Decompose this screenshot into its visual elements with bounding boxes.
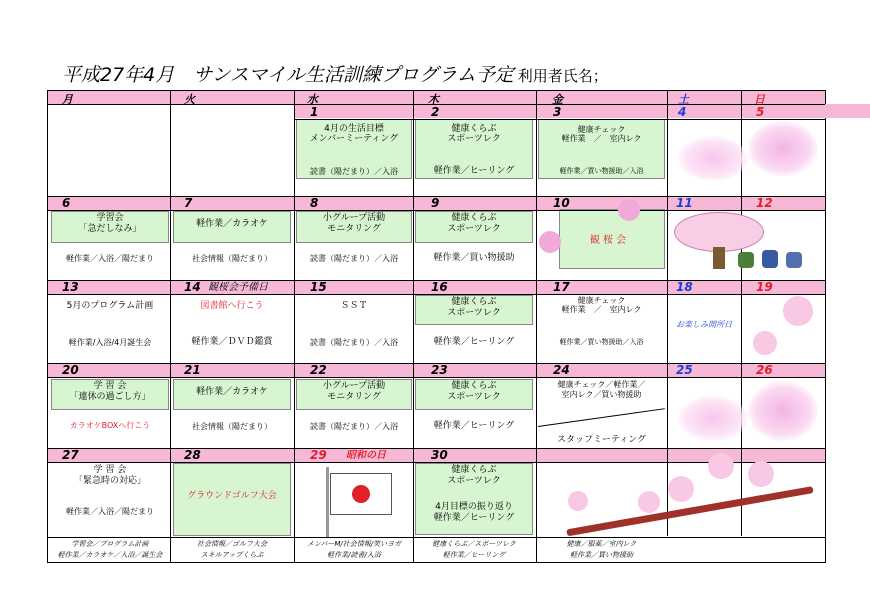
tree-trunk-icon: [713, 247, 725, 269]
w1-fri-3: 軽作業／買い物援助／入浴: [559, 167, 644, 175]
w4-wed-1: 小グループ活動: [322, 381, 386, 391]
footer-tue-2: スキルアップくらぶ: [200, 551, 264, 559]
date-18: 18: [676, 280, 693, 294]
w4-wed-3: 読書（陽だまり）／入浴: [310, 422, 398, 431]
w5-mon-3: 軽作業／入浴／陽だまり: [66, 507, 154, 516]
date-28: 28: [184, 448, 201, 462]
w4-thu-2: スポーツレク: [447, 392, 501, 402]
date-14: 14: [184, 280, 201, 294]
w1-thu-3: 軽作業／ヒーリング: [433, 166, 515, 176]
day-sat: 土: [678, 93, 689, 106]
day-mon: 月: [62, 93, 73, 106]
date-5: 5: [756, 105, 765, 119]
blossom-icon: [539, 231, 561, 253]
w2-tue-1: 軽作業／カラオケ: [196, 219, 268, 229]
calendar: [47, 90, 826, 563]
date-26: 26: [756, 363, 773, 377]
day-tue: 火: [184, 93, 195, 106]
footer-fri-2: 軽作業／買い物援助: [570, 551, 633, 559]
w3-fri-1: 健康チェック: [577, 296, 626, 305]
w1-wed-1: 4月の生活目標: [324, 124, 384, 134]
w1-wed-3: 読書（陽だまり）／入浴: [310, 167, 398, 176]
w2-mon-2: 「急だしなみ」: [78, 224, 142, 234]
sakura-decoration: [678, 136, 748, 181]
flag-pole-icon: [326, 467, 329, 537]
w2-wed-3: 読書（陽だまり）／入浴: [310, 254, 398, 263]
blossom-icon: [748, 461, 774, 487]
date-7: 7: [184, 196, 193, 210]
w1-fri-2: 軽作業 ／ 室内レク: [561, 134, 642, 143]
w4-mon-2: 「連休の過ごし方」: [69, 392, 151, 402]
day-fri: 金: [552, 93, 563, 106]
w4-wed-2: モニタリング: [327, 392, 381, 402]
w2-thu-3: 軽作業／買い物援助: [433, 253, 515, 263]
w5-wed-header: 昭和の日: [346, 450, 386, 461]
date-29: 29: [310, 448, 327, 462]
w3-fri-3: 軽作業／買い物援助／入浴: [559, 338, 644, 346]
w2-tue-2: 社会情報（陽だまり）: [192, 254, 272, 263]
date-17: 17: [553, 280, 570, 294]
w5-thu-3: 4月目標の振り返り: [435, 502, 513, 512]
w3-thu-3: 軽作業／ヒーリング: [433, 337, 515, 347]
title-main: 平成27年4月 サンスマイル生活訓練プログラム予定: [62, 64, 514, 86]
blossom-icon: [668, 476, 694, 502]
w2-fri-event: 観 桜 会: [589, 235, 627, 246]
w2-thu-2: スポーツレク: [447, 224, 501, 234]
date-22: 22: [310, 363, 327, 377]
footer-thu-2: 軽作業／ヒーリング: [442, 551, 506, 559]
footer-tue-1: 社会情報／ゴルフ大会: [197, 540, 267, 548]
w4-fri-1: 健康チェック／軽作業／: [557, 380, 646, 389]
w1-thu-2: スポーツレク: [447, 134, 501, 144]
blossom-icon: [638, 491, 660, 513]
date-13: 13: [62, 280, 79, 294]
page-title: [62, 60, 608, 87]
w4-fri-3: スタッフミーティング: [556, 435, 647, 445]
w2-wed-1: 小グループ活動: [322, 213, 386, 223]
w4-mon-3: カラオケBOXへ行こう: [69, 421, 151, 430]
date-11: 11: [676, 196, 693, 210]
date-9: 9: [431, 196, 440, 210]
people-icon: [738, 246, 812, 268]
w5-tue-1: グラウンドゴルフ大会: [187, 491, 277, 501]
day-thu: 木: [428, 93, 439, 106]
w3-tue-2: 軽作業／ＤＶＤ鑑賞: [191, 337, 273, 347]
w5-thu-2: スポーツレク: [447, 476, 501, 486]
w3-wed-1: ＳＳＴ: [340, 301, 368, 311]
date-10: 10: [553, 196, 570, 210]
footer-thu-1: 健康くらぶ／スポーツレク: [432, 540, 516, 548]
blossom-icon: [618, 199, 640, 221]
date-16: 16: [431, 280, 448, 294]
date-1: 1: [310, 105, 319, 119]
date-2: 2: [431, 105, 440, 119]
date-15: 15: [310, 280, 327, 294]
w4-fri-2: 室内レク／買い物援助: [561, 390, 642, 399]
w2-mon-3: 軽作業／入浴／陽だまり: [66, 254, 154, 263]
w4-thu-1: 健康くらぶ: [451, 381, 497, 391]
w1-wed-2: メンバーミーティング: [309, 134, 399, 144]
week1-band: [294, 104, 870, 118]
w3-thu-2: スポーツレク: [447, 308, 501, 318]
w2-thu-1: 健康くらぶ: [451, 213, 497, 223]
w3-mon-1: 5月のプログラム計画: [66, 301, 154, 311]
blossom-icon: [783, 296, 813, 326]
w3-sat-event: お楽しみ開所日: [676, 320, 732, 329]
w3-mon-2: 軽作業/入浴/4月誕生会: [68, 338, 152, 347]
date-20: 20: [62, 363, 79, 377]
w5-mon-1: 学 習 会: [93, 465, 127, 475]
date-23: 23: [431, 363, 448, 377]
japan-flag-icon: [330, 473, 392, 515]
footer-mon-2: 軽作業／カラオケ／入浴／誕生会: [57, 551, 163, 559]
date-25: 25: [676, 363, 693, 377]
title-sub: 利用者氏名；: [517, 67, 608, 85]
divider-line: [538, 408, 665, 427]
day-wed: 水: [307, 93, 318, 106]
day-sun: 日: [754, 93, 765, 106]
date-30: 30: [431, 448, 448, 462]
w3-tue-1: 図書館へ行こう: [200, 301, 264, 311]
date-27: 27: [62, 448, 79, 462]
date-19: 19: [756, 280, 773, 294]
w2-wed-2: モニタリング: [327, 224, 381, 234]
w3-fri-2: 軽作業 ／ 室内レク: [561, 305, 642, 314]
w5-thu-1: 健康くらぶ: [451, 465, 497, 475]
date-21: 21: [184, 363, 201, 377]
w2-mon-1: 学習会: [96, 213, 124, 223]
footer-fri-1: 健康／服薬／室内レク: [566, 540, 637, 548]
w5-thu-4: 軽作業／ヒーリング: [433, 513, 515, 523]
blossom-icon: [753, 331, 777, 355]
date-6: 6: [62, 196, 71, 210]
date-24: 24: [553, 363, 570, 377]
w4-thu-3: 軽作業／ヒーリング: [433, 421, 515, 431]
w4-mon-1: 学 習 会: [93, 381, 127, 391]
footer-mon-1: 学習会／プログラム計画: [71, 540, 149, 548]
sakura-decoration: [748, 121, 818, 176]
w4-tue-2: 社会情報（陽だまり）: [192, 422, 272, 431]
blossom-icon: [568, 491, 588, 511]
date-8: 8: [310, 196, 319, 210]
footer-wed-1: メンバーM/社会情報/笑いヨガ: [306, 540, 402, 548]
w4-tue-1: 軽作業／カラオケ: [196, 387, 268, 397]
sakura-decoration: [678, 396, 748, 441]
w1-fri-1: 健康チェック: [577, 125, 626, 134]
footer-wed-2: 軽作業/読書/入浴: [327, 551, 381, 559]
date-3: 3: [553, 105, 562, 119]
w3-thu-1: 健康くらぶ: [451, 297, 497, 307]
sakura-decoration: [748, 381, 818, 441]
w3-tue-header: 観桜会予備日: [208, 282, 268, 293]
w5-mon-2: 「緊急時の対応」: [73, 476, 146, 486]
date-12: 12: [756, 196, 773, 210]
date-4: 4: [678, 105, 687, 119]
blossom-icon: [708, 453, 734, 479]
w1-thu-1: 健康くらぶ: [451, 124, 497, 134]
w3-wed-2: 読書（陽だまり）／入浴: [310, 338, 398, 347]
